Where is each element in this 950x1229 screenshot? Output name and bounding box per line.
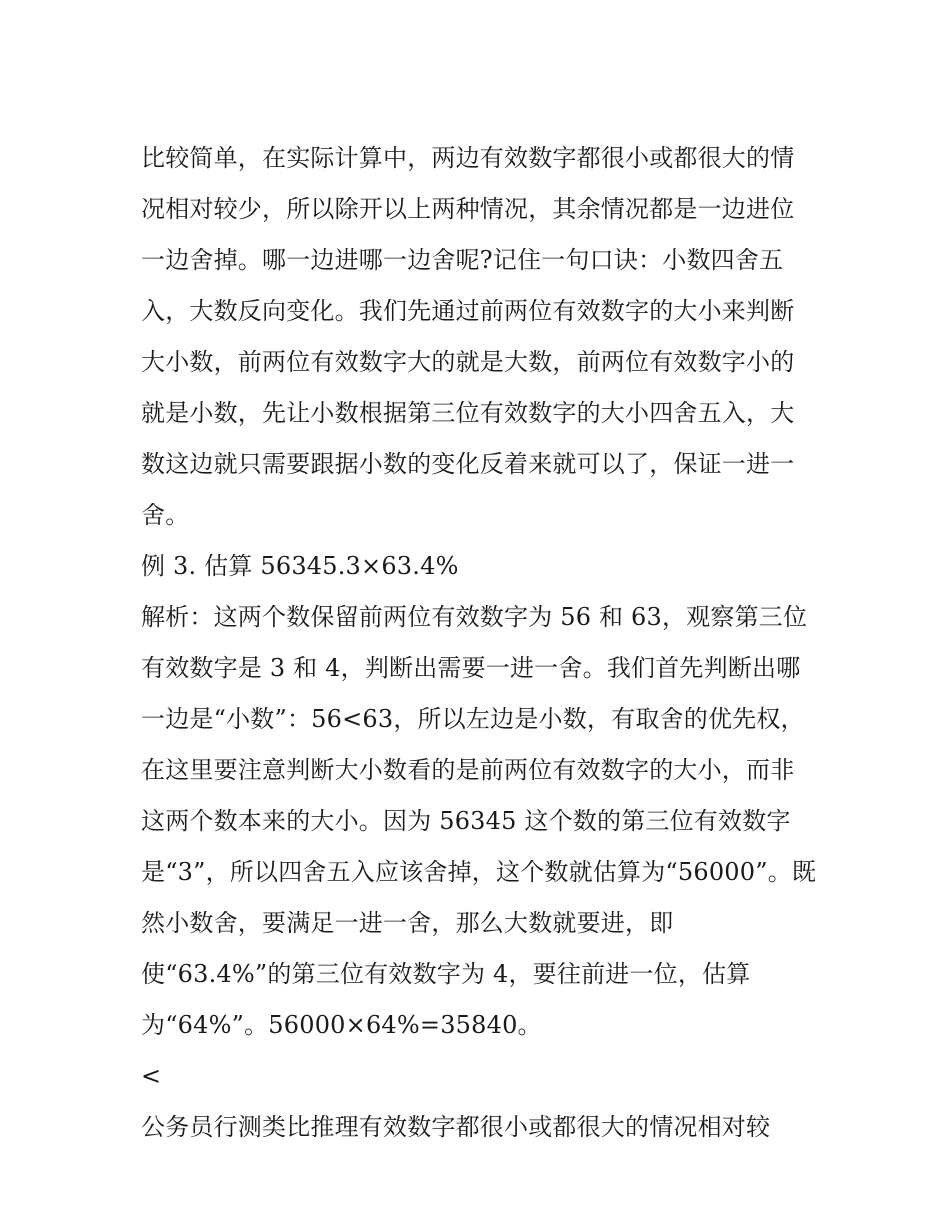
paragraph-line: 况相对较少，所以除开以上两种情况，其余情况都是一边进位 bbox=[141, 195, 795, 223]
paragraph-line: 数这边就只需要跟据小数的变化反着来就可以了，保证一进一 bbox=[141, 450, 795, 478]
paragraph-line: 一边舍掉。哪一边进哪一边舍呢?记住一句口诀：小数四舍五 bbox=[141, 246, 784, 274]
analysis-line: 在这里要注意判断大小数看的是前两位有效数字的大小，而非 bbox=[141, 756, 795, 784]
analysis-line: 解析：这两个数保留前两位有效数字为 56 和 63，观察第三位 bbox=[141, 603, 808, 631]
paragraph-line: 舍。 bbox=[141, 501, 190, 529]
stray-symbol: < bbox=[141, 1062, 162, 1090]
example-heading: 例 3. 估算 56345.3×63.4% bbox=[141, 552, 459, 580]
analysis-line: 这两个数本来的大小。因为 56345 这个数的第三位有效数字 bbox=[141, 807, 791, 835]
analysis-line: 使“63.4%”的第三位有效数字为 4，要往前进一位，估算 bbox=[141, 960, 751, 988]
analysis-line: 是“3”，所以四舍五入应该舍掉，这个数就估算为“56000”。既 bbox=[141, 858, 817, 886]
next-section-line: 公务员行测类比推理有效数字都很小或都很大的情况相对较 bbox=[141, 1113, 771, 1141]
analysis-line: 有效数字是 3 和 4，判断出需要一进一舍。我们首先判断出哪 bbox=[141, 654, 801, 682]
paragraph-line: 就是小数，先让小数根据第三位有效数字的大小四舍五入，大 bbox=[141, 399, 795, 427]
analysis-line: 为“64%”。56000×64%=35840。 bbox=[141, 1011, 542, 1039]
analysis-line: 然小数舍，要满足一进一舍，那么大数就要进，即 bbox=[141, 909, 674, 937]
paragraph-line: 比较简单，在实际计算中，两边有效数字都很小或都很大的情 bbox=[141, 144, 795, 172]
paragraph-line: 入，大数反向变化。我们先通过前两位有效数字的大小来判断 bbox=[141, 297, 795, 325]
paragraph-line: 大小数，前两位有效数字大的就是大数，前两位有效数字小的 bbox=[141, 348, 795, 376]
analysis-line: 一边是“小数”：56<63，所以左边是小数，有取舍的优先权， bbox=[141, 705, 805, 733]
